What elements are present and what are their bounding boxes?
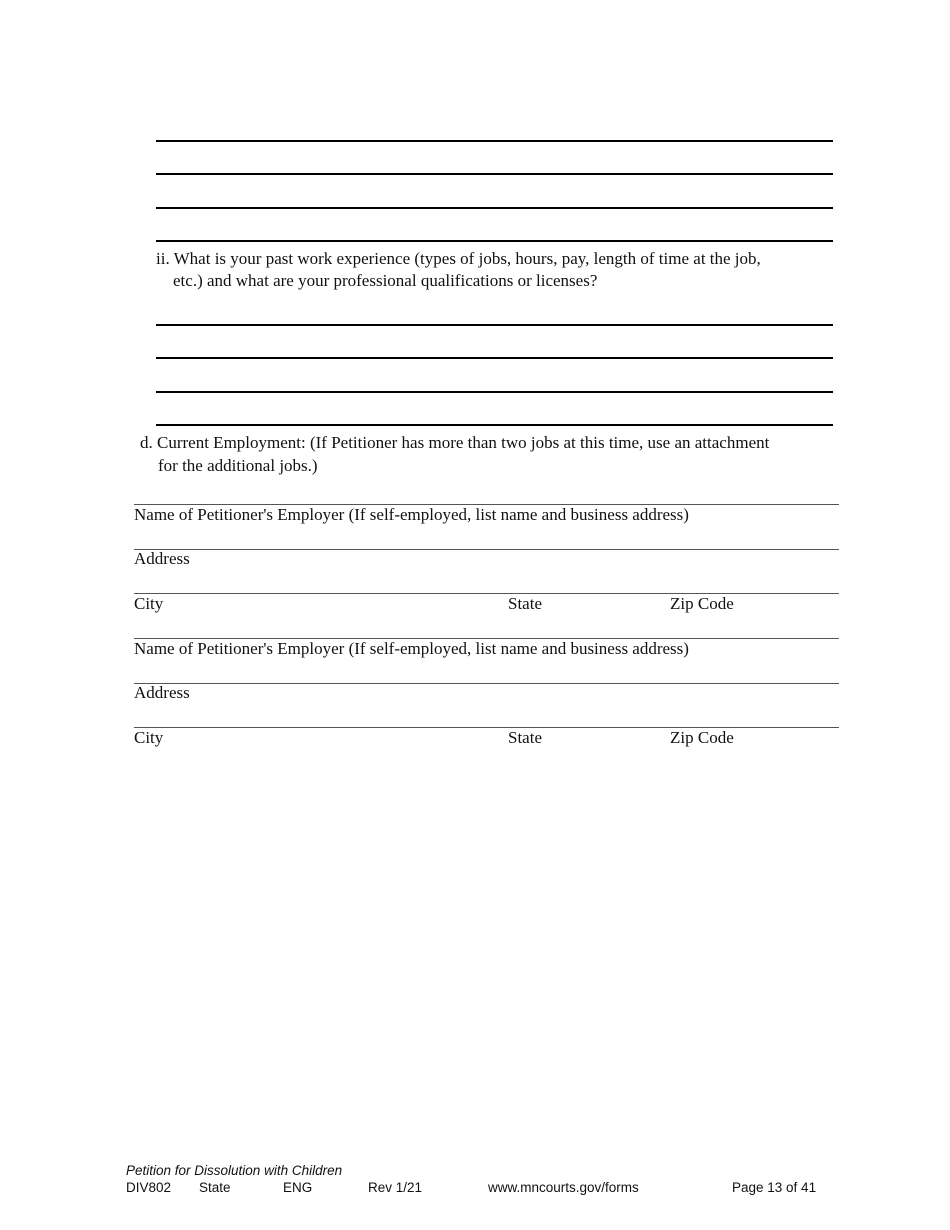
employer-1-address-field[interactable] (134, 549, 839, 550)
answer-line[interactable] (156, 391, 833, 393)
answer-line[interactable] (156, 207, 833, 209)
employer-2-city-label: City (134, 728, 164, 747)
employer-1-address-label: Address (134, 549, 190, 568)
footer-jurisdiction: State (199, 1180, 231, 1195)
footer-page-number: Page 13 of 41 (732, 1180, 817, 1195)
question-ii-line1: ii. What is your past work experience (types of jobs, hours, pay, length of time at the job, (156, 249, 761, 268)
answer-line[interactable] (156, 357, 833, 359)
answer-line[interactable] (156, 240, 833, 242)
employer-1-state-label: State (508, 594, 542, 613)
answer-line[interactable] (156, 324, 833, 326)
footer-language: ENG (283, 1180, 313, 1195)
employer-2-name-label: Name of Petitioner's Employer (If self-employed, list name and business address) (134, 639, 689, 658)
footer-form-title: Petition for Dissolution with Children (126, 1163, 343, 1178)
employer-1-zip-label: Zip Code (670, 594, 734, 613)
answer-line[interactable] (156, 140, 833, 142)
footer-revision: Rev 1/21 (368, 1180, 423, 1195)
answer-line[interactable] (156, 424, 833, 426)
employer-1-name-label: Name of Petitioner's Employer (If self-employed, list name and business address) (134, 505, 689, 524)
employer-2-address-field[interactable] (134, 683, 839, 684)
section-d-line1: d. Current Employment: (If Petitioner has more than two jobs at this time, use an attachment (140, 433, 770, 452)
footer-website[interactable]: www.mncourts.gov/forms (488, 1180, 639, 1195)
employer-2-zip-label: Zip Code (670, 728, 734, 747)
section-d-line2: for the additional jobs.) (158, 456, 318, 475)
employer-2-address-label: Address (134, 683, 190, 702)
footer-form-code: DIV802 (126, 1180, 172, 1195)
question-ii-line2: etc.) and what are your professional qualifications or licenses? (173, 271, 598, 290)
answer-line[interactable] (156, 173, 833, 175)
employer-2-state-label: State (508, 728, 542, 747)
employer-1-city-label: City (134, 594, 164, 613)
